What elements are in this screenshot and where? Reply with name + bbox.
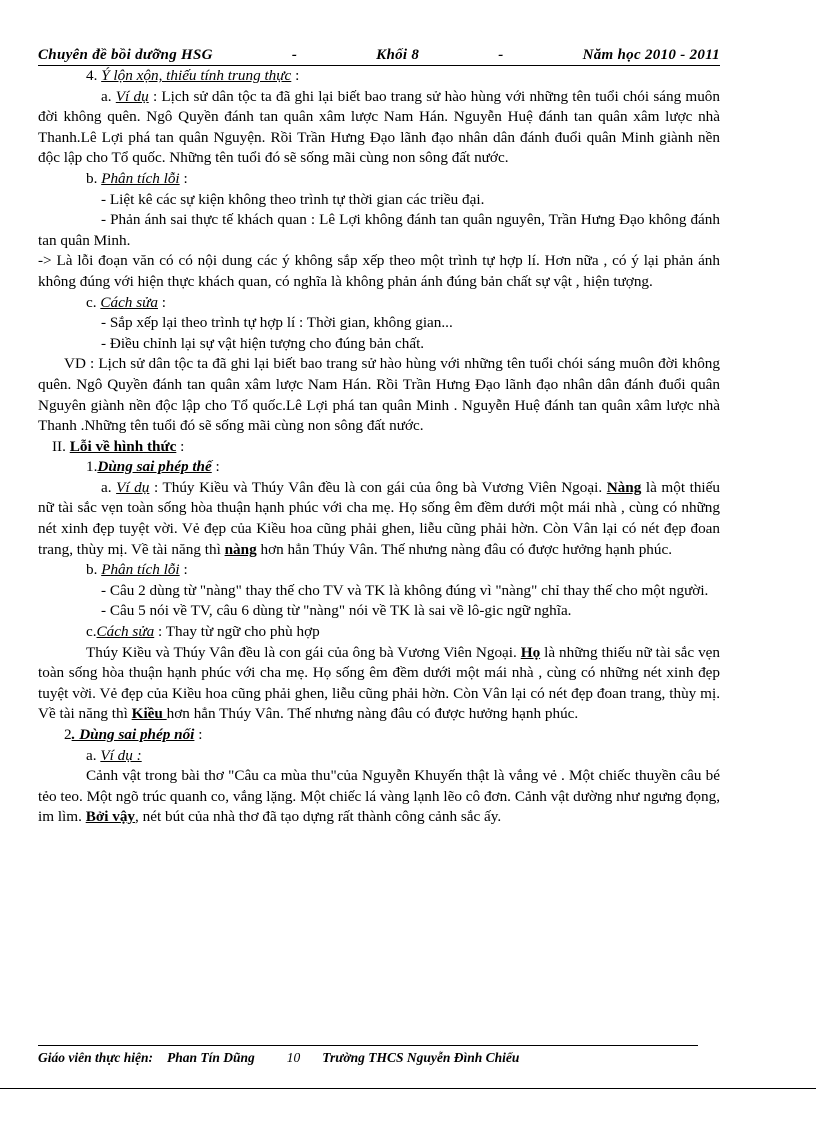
page-number: 10 bbox=[286, 1050, 301, 1065]
subheading bbox=[38, 293, 720, 314]
paragraph bbox=[38, 478, 720, 560]
label-prefix: a. bbox=[86, 746, 101, 764]
label-prefix: b. bbox=[86, 169, 102, 187]
footer-school: Trường THCS Nguyễn Đình Chiểu bbox=[322, 1050, 520, 1065]
label-prefix: b. bbox=[86, 561, 102, 579]
section-title: Ý lộn xộn, thiếu tính trung thực bbox=[101, 67, 292, 84]
colon: : bbox=[194, 726, 203, 743]
paragraph: -> Là lỗi đoạn văn có có nội dung các ý không sắp xếp theo một trình tự hợp lí. Hơn nữa , có ý lại phản ánh không đúng với hiện thực khách quan, có nghĩa là không phản ánh đúng bản chất sự vật , hiện tượng. bbox=[38, 252, 720, 290]
section-number: 4. bbox=[86, 67, 102, 84]
colon: : bbox=[211, 458, 220, 476]
paragraph-text: hơn hẳn Thúy Vân. Thế nhưng nàng đâu có được hưởng hạnh phúc. bbox=[256, 540, 673, 558]
subheading bbox=[38, 622, 720, 643]
emphasis: Bởi vậy bbox=[85, 808, 136, 826]
label-prefix: a. bbox=[101, 478, 117, 496]
header-middle: Khối 8 bbox=[376, 47, 420, 63]
bullet-line: - Điều chỉnh lại sự vật hiện tượng cho đúng bản chất. bbox=[101, 334, 425, 352]
emphasis: nàng bbox=[224, 540, 257, 558]
paragraph-text: , nét bút của nhà thơ đã tạo dựng rất thành công cảnh sắc ấy. bbox=[135, 808, 502, 826]
label: Ví dụ : bbox=[100, 746, 142, 764]
section-title: . Dùng sai phép nối bbox=[71, 726, 195, 743]
label: Ví dụ bbox=[115, 87, 149, 105]
label: Cách sửa bbox=[96, 623, 155, 641]
paragraph-text: Thúy Kiều và Thúy Vân đều là con gái của ông bà Vương Viên Ngoại. bbox=[86, 643, 521, 661]
paragraph bbox=[38, 643, 720, 725]
label-prefix: a. bbox=[101, 87, 116, 105]
emphasis: Họ bbox=[520, 643, 541, 661]
section-title: Lỗi về hình thức bbox=[69, 437, 177, 455]
paragraph: VD : Lịch sử dân tộc ta đã ghi lại biết bao trang sử hào hùng với những tên tuổi chói sáng muôn đời không quên. Ngô Quyền đánh tan quân xâm lược Nam Hán. Rồi Trần Hưng Đạo lãnh đạo nhân dân đánh đuổi quân Nguyên giành nền độc lập cho Tổ quốc.Lê Lợi phá tan quân Minh . Nguyễn Huệ đánh tan quân xâm lược nhà Thanh .Những tên tuổi đó sẽ sống mãi cùng non sông đất nước. bbox=[38, 355, 720, 435]
footer-teacher-label: Giáo viên thực hiện: bbox=[38, 1050, 153, 1065]
bullet-line: - Liệt kê các sự kiện không theo trình tự thời gian các triều đại. bbox=[101, 190, 485, 208]
paragraph-text: Cảnh vật trong bài thơ "Câu ca mùa thu"của Nguyễn Khuyến thật là vắng vẻ . Một chiếc thuyền câu bé tẻo teo. Một ngõ trúc quanh co, vắng lặng. Một chiếc lá vàng lạnh lẽo cô đơn. Cảnh vật dường như ngưng đọng, im lìm. bbox=[38, 767, 720, 826]
paragraph bbox=[38, 766, 720, 828]
document-body bbox=[38, 66, 720, 828]
header-sep: - bbox=[291, 47, 298, 63]
label: Cách sửa bbox=[100, 293, 158, 311]
bullet-line: - Phản ánh sai thực tế khách quan : Lê Lợi không đánh tan quân nguyên, Trần Hưng Đạo không đánh tan quân Minh. bbox=[38, 211, 720, 249]
paragraph-text: : Thay từ ngữ cho phù hợp bbox=[154, 623, 320, 641]
bullet-line: - Câu 2 dùng từ "nàng" thay thế cho TV và TK là không đúng vì "nàng" chỉ thay thế cho một người. bbox=[101, 581, 709, 599]
page-footer bbox=[38, 1045, 698, 1066]
subheading bbox=[38, 169, 720, 190]
paragraph-text: hơn hẳn Thúy Vân. Thế nhưng nàng đâu có được hưởng hạnh phúc. bbox=[166, 705, 579, 723]
colon: : bbox=[176, 437, 185, 455]
subsection-heading bbox=[38, 457, 720, 478]
section-number: 2 bbox=[64, 726, 72, 743]
subheading bbox=[38, 746, 720, 767]
section-number: 1. bbox=[86, 458, 98, 476]
bottom-rule bbox=[0, 1088, 816, 1089]
subheading bbox=[38, 560, 720, 581]
section-number: II. bbox=[52, 437, 70, 455]
paragraph-text: là những thiếu nữ tài sắc vẹn toàn sống hòa thuận hạnh phúc với cha mẹ. Họ sống êm đềm dưới một mái nhà , cùng có những nét xinh đẹp tuyệt vời. Vẻ đẹp của Kiều hoa cũng phải ghen, liễu cũng phải hờn. Còn Vân lại có nét đẹp đoan trang, thùy mị. Về tài năng thì bbox=[38, 643, 720, 723]
page-header bbox=[38, 46, 720, 66]
colon: : bbox=[179, 561, 188, 579]
header-sep: - bbox=[498, 47, 504, 63]
label: Phân tích lỗi bbox=[101, 561, 180, 579]
label: Phân tích lỗi bbox=[101, 169, 180, 187]
label-prefix: c. bbox=[86, 293, 101, 311]
colon: : bbox=[291, 67, 300, 84]
colon: : bbox=[179, 169, 188, 187]
paragraph-text: : Thúy Kiều và Thúy Vân đều là con gái của ông bà Vương Viên Ngoại. bbox=[149, 478, 607, 496]
paragraph-text: : Lịch sử dân tộc ta đã ghi lại biết bao trang sử hào hùng với những tên tuổi chói sáng muôn đời không quên. Ngô Quyền đánh tan quân xâm lược Nam Hán. Nguyễn Huệ đánh tan quân xâm lược nhà Thanh.Lê Lợi phá tan quân Nguyện. Rồi Trần Hưng Đạo lãnh đạo nhân dân đánh đuổi quân Minh giành nền độc lập cho Tổ quốc. Những tên tuổi đó sẽ sống mãi cùng non sông đất nước. bbox=[38, 87, 720, 167]
emphasis: Nàng bbox=[606, 478, 642, 496]
emphasis: Kiều bbox=[131, 705, 167, 723]
document-page bbox=[38, 46, 720, 828]
subsection-heading bbox=[38, 725, 720, 746]
bullet-line: - Câu 5 nói về TV, câu 6 dùng từ "nàng" nói về TK là sai về lô-gic ngữ nghĩa. bbox=[101, 602, 572, 620]
header-right: Năm học 2010 - 2011 bbox=[582, 47, 720, 63]
paragraph bbox=[38, 87, 720, 169]
section-heading bbox=[38, 437, 720, 458]
header-left: Chuyên đề bồi dưỡng HSG bbox=[38, 47, 213, 63]
colon: : bbox=[158, 293, 167, 311]
section-heading bbox=[38, 66, 720, 87]
bullet-line: - Sắp xếp lại theo trình tự hợp lí : Thời gian, không gian... bbox=[101, 314, 453, 332]
label: Ví dụ bbox=[116, 478, 150, 496]
label-prefix: c. bbox=[86, 623, 97, 641]
footer-teacher-name: Phan Tín Dũng bbox=[166, 1050, 255, 1065]
paragraph-text: là một thiếu nữ tài sắc vẹn toàn sống hòa thuận hạnh phúc với cha mẹ. Họ sống êm đềm dưới một mái nhà , cùng có những nét xinh đẹp tuyệt vời. Vẻ đẹp của Kiều hoa cũng phải ghen, liễu cũng phải hờn. Còn Vân lại có nét đẹp đoan trang, thùy mị. Về tài năng thì bbox=[38, 478, 720, 558]
section-title: Dùng sai phép thế bbox=[97, 458, 212, 476]
